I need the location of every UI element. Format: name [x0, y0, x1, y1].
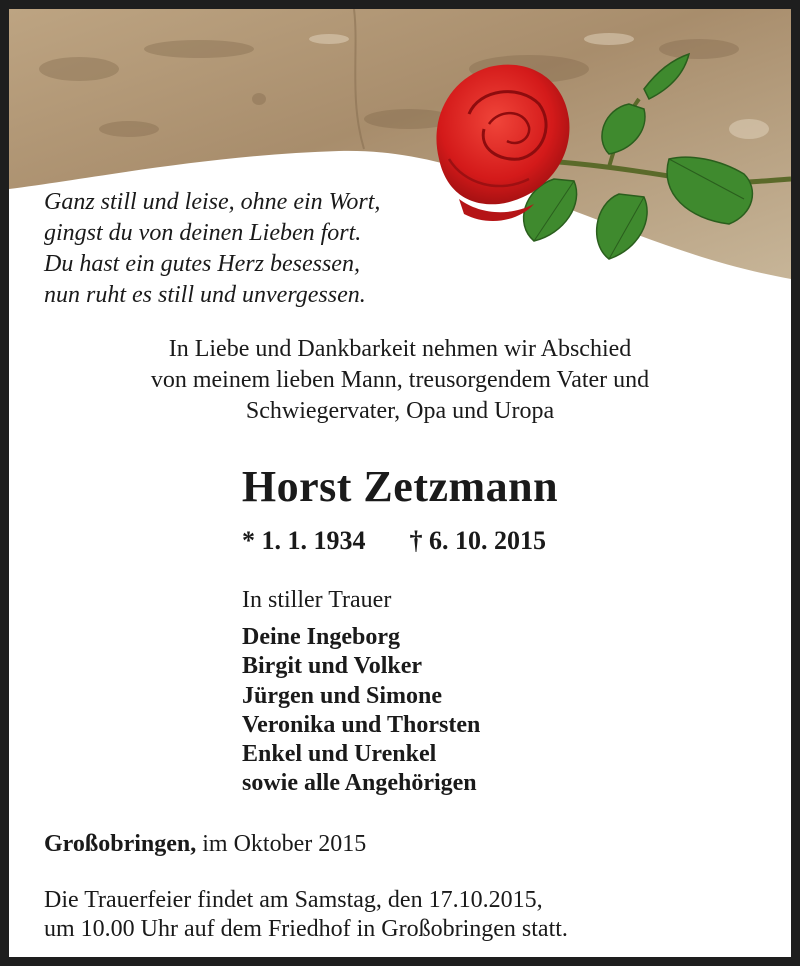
town-name: Großobringen,	[44, 831, 197, 857]
month-year: im Oktober 2015	[202, 831, 367, 857]
funeral-notice	[44, 886, 568, 944]
funeral-line: um 10.00 Uhr auf dem Friedhof in Großobringen statt.	[44, 916, 568, 942]
mourning-heading: In stiller Trauer	[242, 587, 392, 613]
mourner-list	[242, 623, 480, 799]
intro-line: Schwiegervater, Opa und Uropa	[245, 398, 555, 424]
poem-line: nun ruht es still und unvergessen.	[44, 282, 366, 308]
deceased-name: Horst Zetzmann	[241, 462, 559, 511]
poem-line: gingst du von deinen Lieben fort.	[44, 220, 362, 246]
place-and-date	[44, 829, 366, 859]
intro-line: von meinem lieben Mann, treusorgendem Vater und	[150, 367, 650, 393]
farewell-intro	[9, 334, 791, 427]
mourner-name: Veronika und Thorsten	[242, 711, 481, 738]
poem-verse	[44, 187, 380, 311]
mourner-name: sowie alle Angehörigen	[242, 770, 477, 797]
poem-line: Ganz still und leise, ohne ein Wort,	[44, 189, 381, 215]
mourner-name: Jürgen und Simone	[242, 682, 443, 709]
funeral-line: Die Trauerfeier findet am Samstag, den 17.10.2015,	[44, 887, 543, 913]
birth-date: * 1. 1. 1934	[242, 526, 366, 555]
poem-line: Du hast ein gutes Herz besessen,	[44, 251, 360, 277]
death-date: † 6. 10. 2015	[409, 526, 546, 555]
mourner-name: Enkel und Urenkel	[242, 741, 437, 768]
life-dates	[242, 524, 546, 558]
mourner-name: Birgit und Volker	[242, 653, 423, 680]
mourner-name: Deine Ingeborg	[242, 624, 400, 650]
intro-line: In Liebe und Dankbarkeit nehmen wir Abschied	[168, 336, 632, 362]
